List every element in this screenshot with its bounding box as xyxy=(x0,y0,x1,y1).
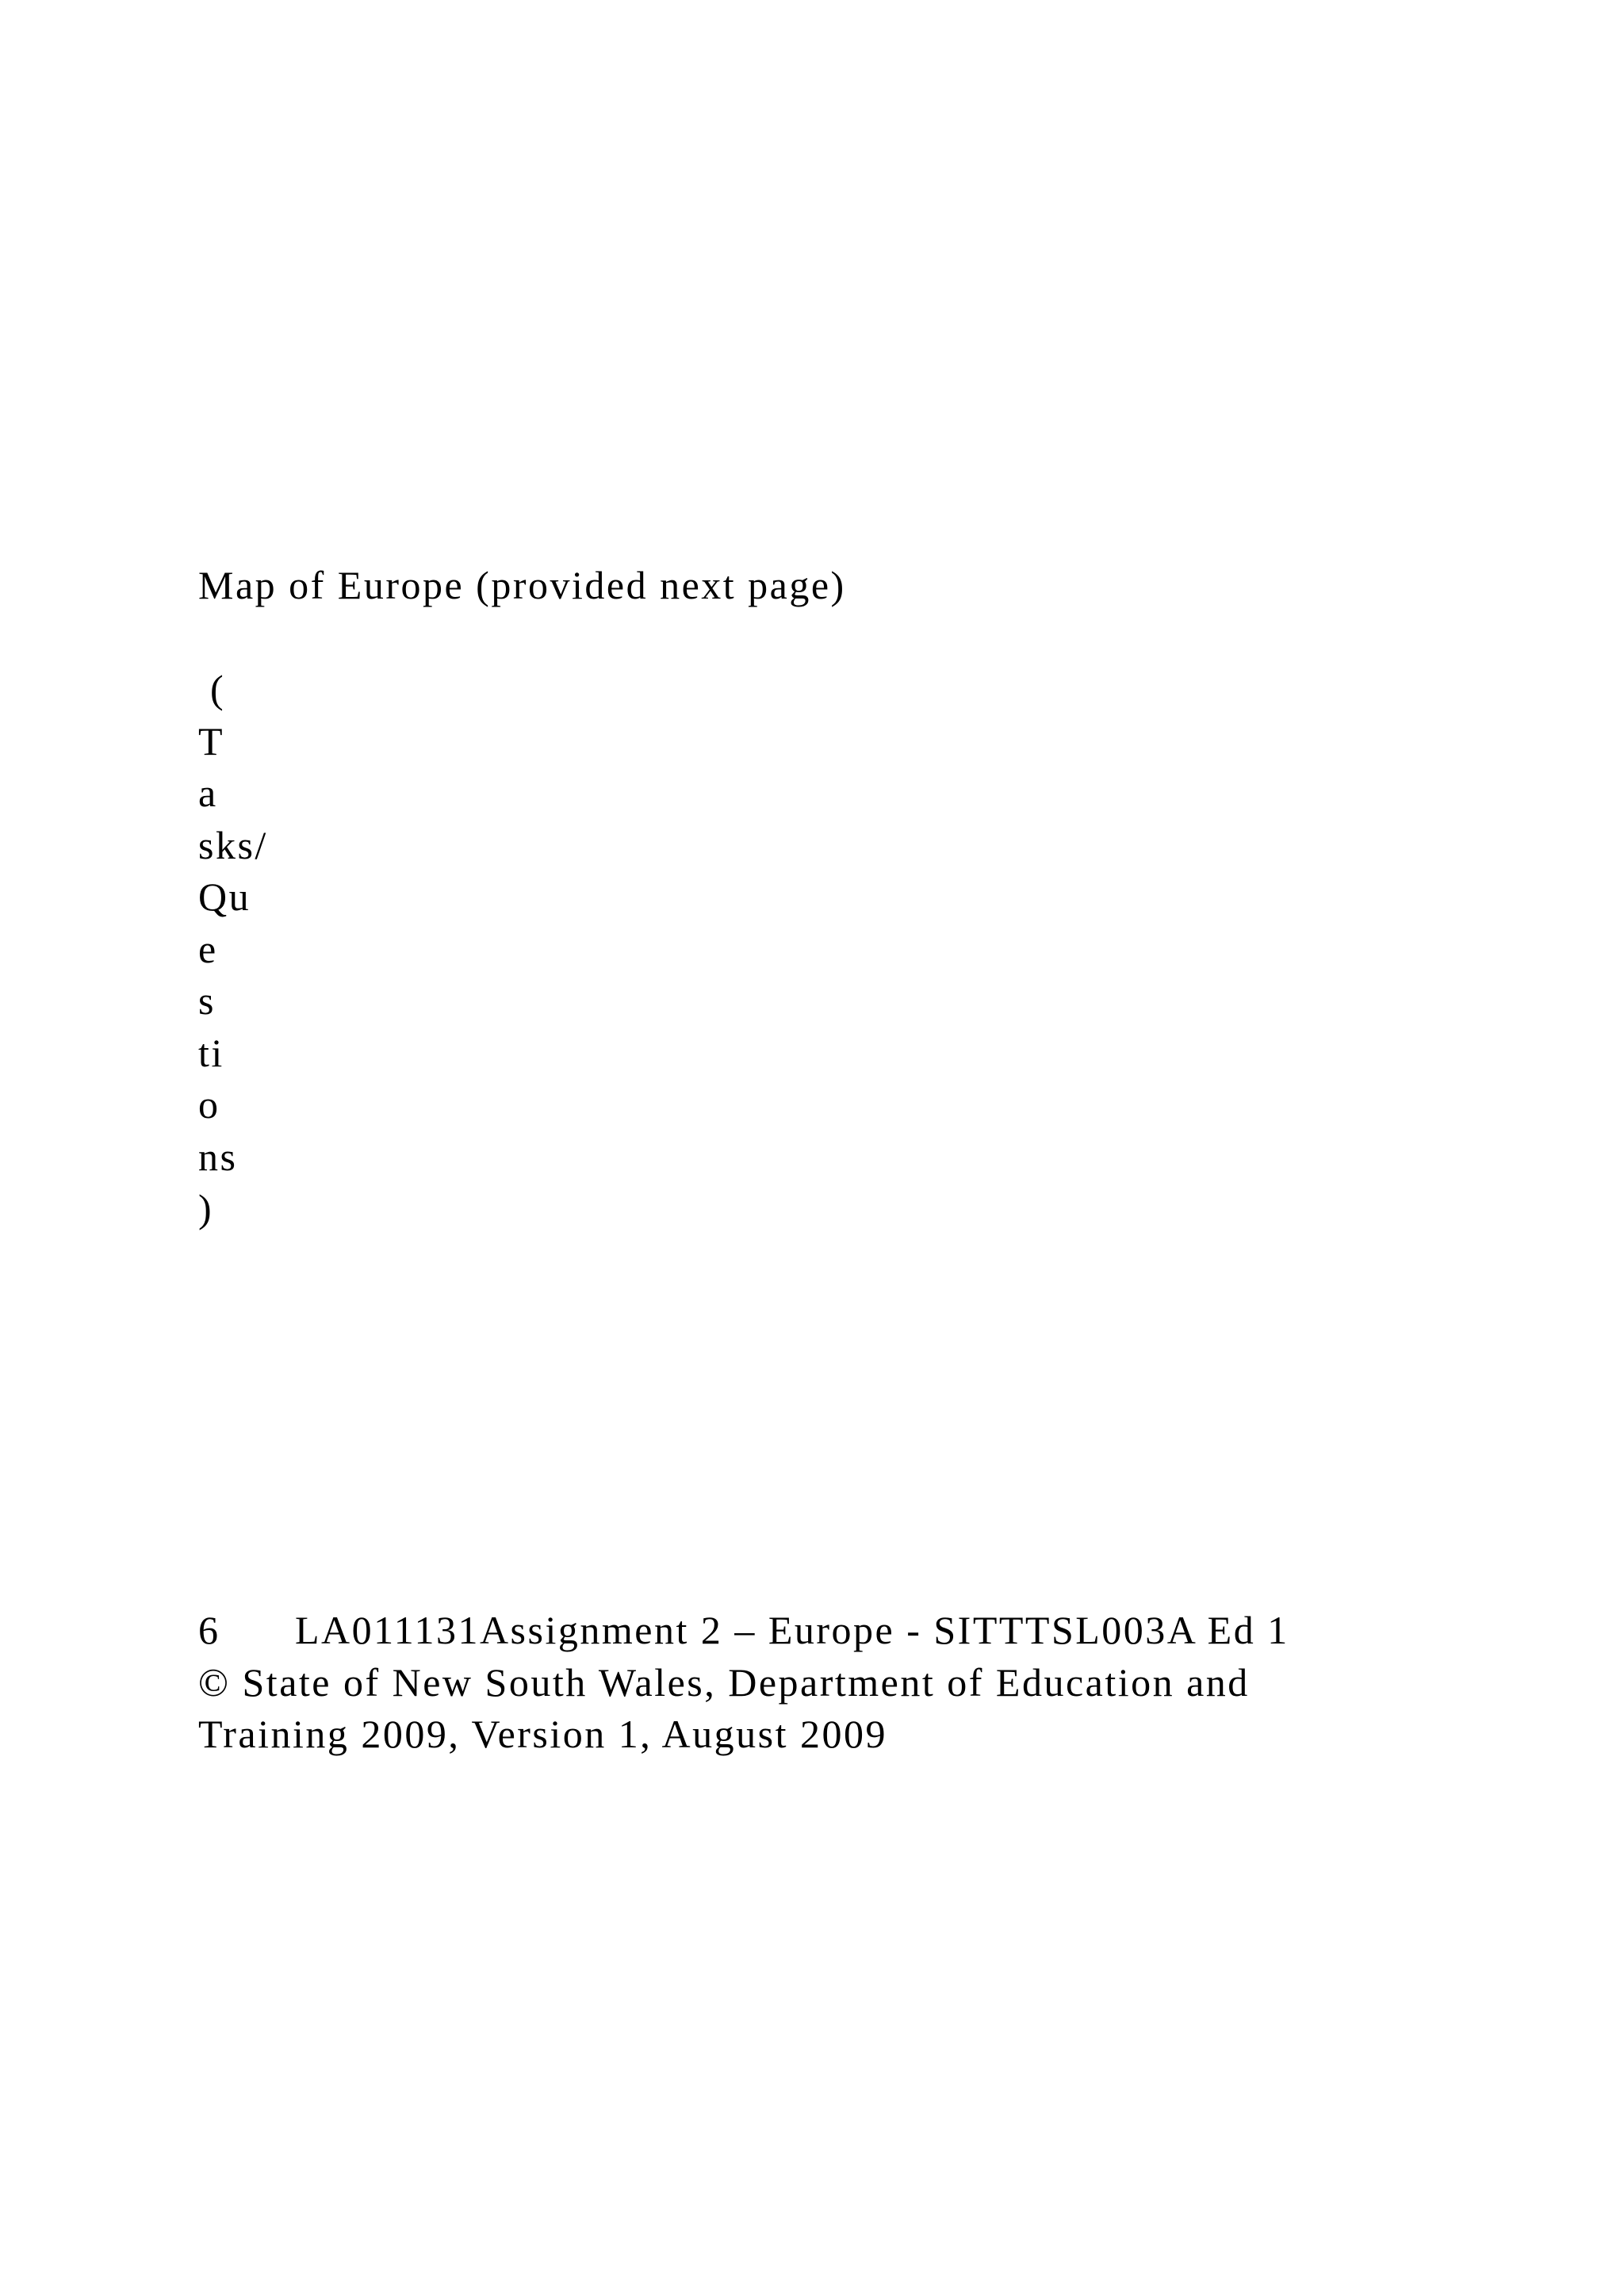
fragment-line: T xyxy=(198,718,225,763)
fragment-line: o xyxy=(198,1082,220,1127)
fragment-line: e xyxy=(198,926,218,971)
page-number: 6 xyxy=(198,1608,220,1652)
fragment-line: ( xyxy=(198,667,226,711)
fragment-line: sks/ xyxy=(198,822,268,867)
map-of-europe-heading: Map of Europe (provided next page) xyxy=(198,563,846,607)
fragment-line: ti xyxy=(198,1030,224,1075)
footer-line-1 xyxy=(198,1605,1467,1657)
fragment-line: ns xyxy=(198,1134,238,1179)
fragment-line: Qu xyxy=(198,874,251,919)
footer-version-line: Training 2009, Version 1, August 2009 xyxy=(198,1712,887,1756)
fragment-line: ) xyxy=(198,1186,214,1230)
footer-copyright-line: © State of New South Wales, Department of Education and xyxy=(198,1659,1250,1705)
fragment-line: a xyxy=(198,771,218,815)
tasks-questions-fragments xyxy=(198,664,268,1235)
fragment-line: s xyxy=(198,978,216,1023)
page-footer xyxy=(198,1605,1467,1761)
footer-assignment-title: LA011131Assignment 2 – Europe - SITTTSL003A Ed 1 xyxy=(295,1608,1289,1652)
